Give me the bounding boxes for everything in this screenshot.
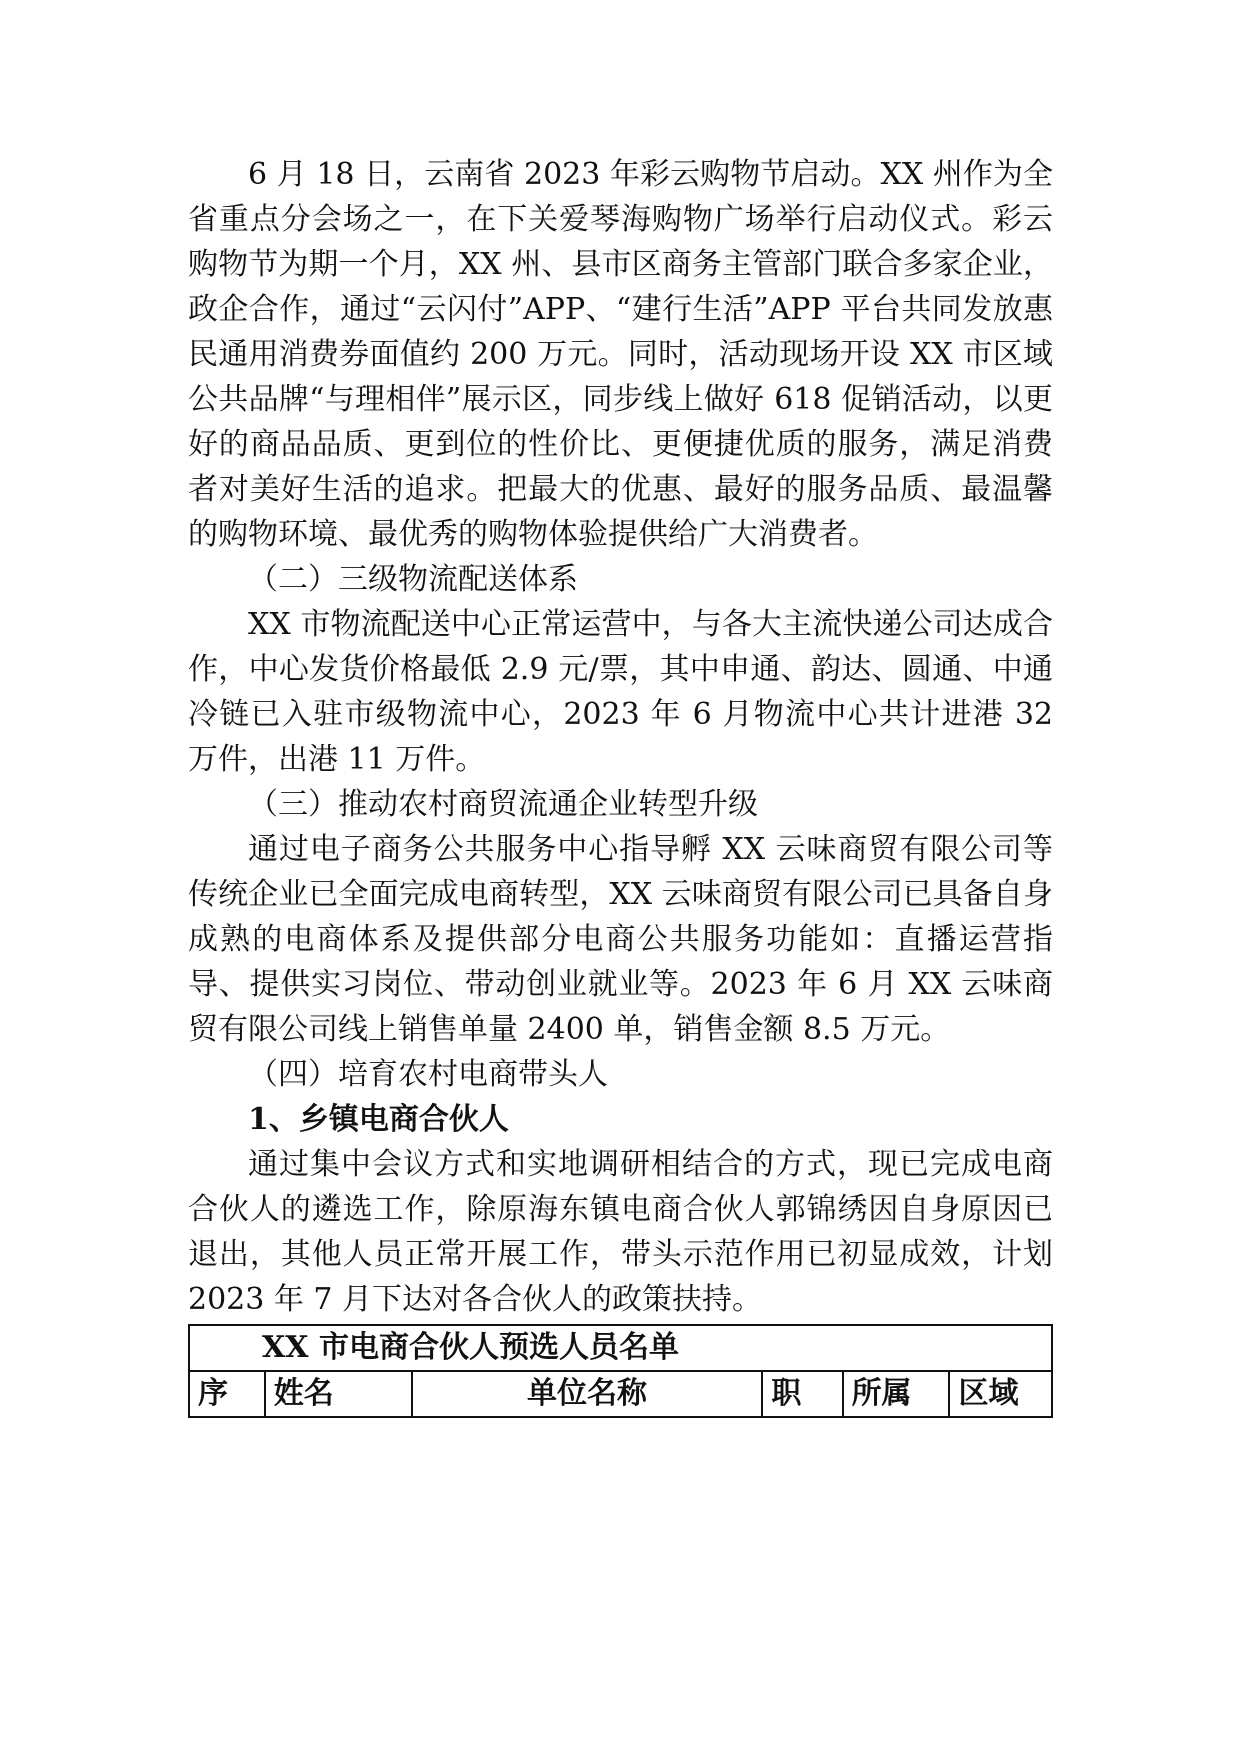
subheading-township-partners: 1、乡镇电商合伙人 bbox=[248, 1102, 509, 1137]
table-title-row bbox=[189, 1325, 1052, 1371]
paragraph-enterprise-upgrade: 通过电子商务公共服务中心指导孵 XX 云味商贸有限公司等传统企业已全面完成电商转型，XX 云味商贸有限公司已具备自身成熟的电商体系及提供部分电商公共服务功能如：直播运营指导、提供实习岗位、带动创业就业等。2023 年 6 月 XX 云味商贸有限公司线上销售单量 2400 单，销售金额 8.5 万元。 bbox=[188, 832, 1053, 1047]
column-header-position: 职 bbox=[762, 1371, 842, 1417]
table-title: XX 市电商合伙人预选人员名单 bbox=[189, 1325, 1052, 1371]
column-header-name: 姓名 bbox=[265, 1371, 412, 1417]
paragraph-township-partners: 通过集中会议方式和实地调研相结合的方式，现已完成电商合伙人的遴选工作，除原海东镇电商合伙人郭锦绣因自身原因已退出，其他人员正常开展工作，带头示范作用已初显成效，计划 2023 年 7 月下达对各合伙人的政策扶持。 bbox=[188, 1147, 1053, 1317]
section-heading-enterprise-upgrade: （三）推动农村商贸流通企业转型升级 bbox=[248, 787, 758, 822]
document-page bbox=[188, 152, 1053, 1418]
section-heading-logistics: （二）三级物流配送体系 bbox=[248, 562, 578, 597]
partner-roster-table bbox=[188, 1324, 1053, 1418]
section-heading-ecommerce-leaders: （四）培育农村电商带头人 bbox=[248, 1057, 608, 1092]
column-header-affiliation: 所属 bbox=[843, 1371, 950, 1417]
paragraph-logistics: XX 市物流配送中心正常运营中，与各大主流快递公司达成合作，中心发货价格最低 2.9 元/票，其中申通、韵达、圆通、中通冷链已入驻市级物流中心，2023 年 6 月物流中心共计进港 32 万件，出港 11 万件。 bbox=[188, 607, 1053, 777]
table-header-row bbox=[189, 1371, 1052, 1417]
partner-table-container bbox=[188, 1324, 1053, 1418]
column-header-unit: 单位名称 bbox=[412, 1371, 763, 1417]
paragraph-shopping-festival: 6 月 18 日，云南省 2023 年彩云购物节启动。XX 州作为全省重点分会场之一，在下关爱琴海购物广场举行启动仪式。彩云购物节为期一个月，XX 州、县市区商务主管部门联合多家企业，政企合作，通过“云闪付”APP、“建行生活”APP 平台共同发放惠民通用消费券面值约 200 万元。同时，活动现场开设 XX 市区域公共品牌“与理相伴”展示区，同步线上做好 618 促销活动，以更好的商品品质、更到位的性价比、更便捷优质的服务，满足消费者对美好生活的追求。把最大的优惠、最好的服务品质、最温馨的购物环境、最优秀的购物体验提供给广大消费者。 bbox=[188, 157, 1053, 552]
column-header-region: 区域 bbox=[949, 1371, 1052, 1417]
column-header-seq: 序 bbox=[189, 1371, 265, 1417]
